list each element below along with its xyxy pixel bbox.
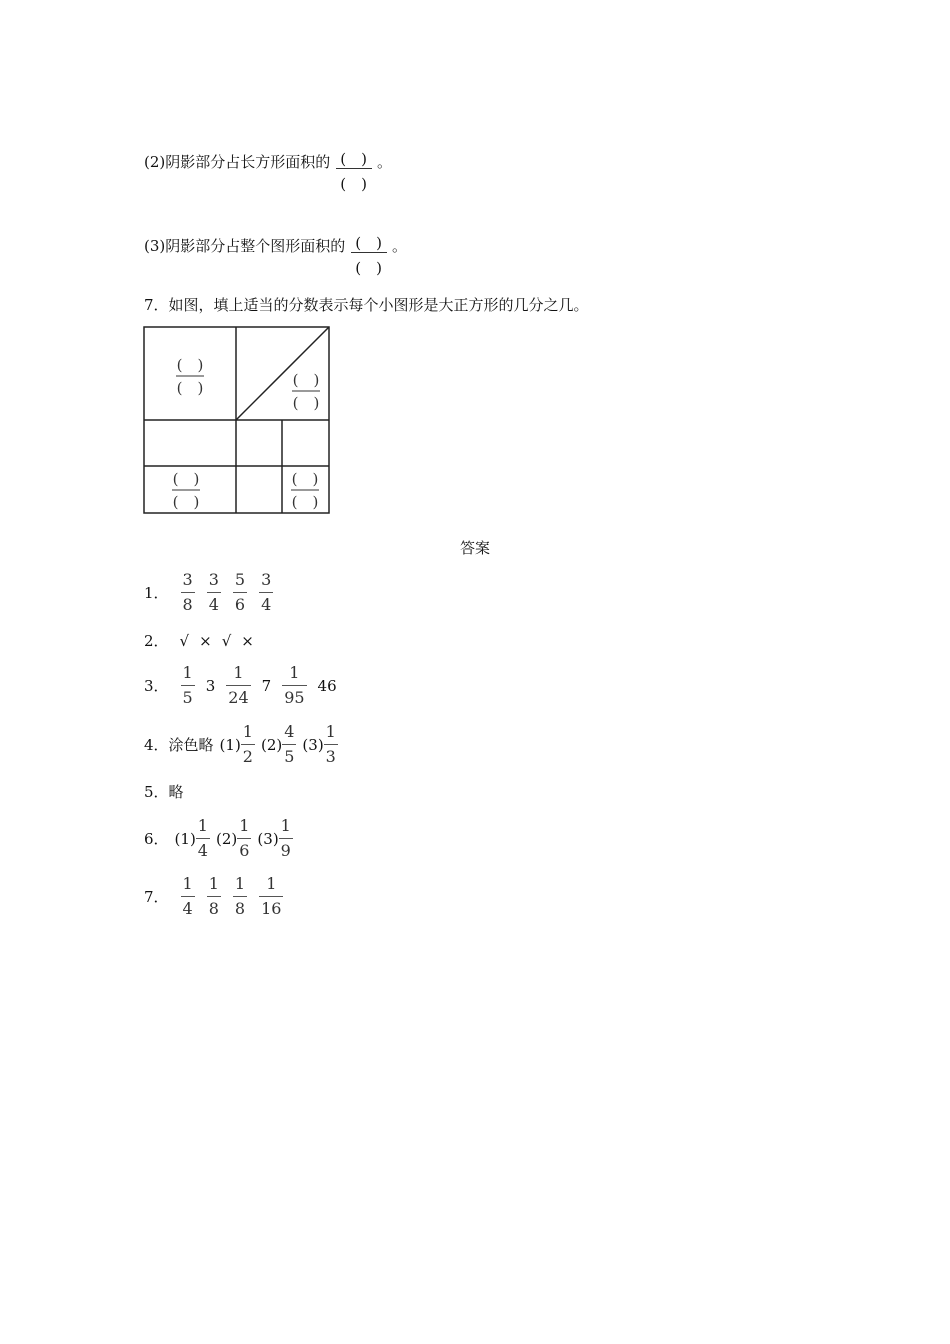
answer-1: 1． $\frac{3}{8}$ $\frac{3}{4}$ $\frac{5}{6}$ $\frac{3}{4}$ (144, 570, 272, 614)
question-7-text: 7．如图，填上适当的分数表示每个小图形是大正方形的几分之几。 (144, 296, 589, 314)
fraction: $\frac{1}{2}$ (242, 722, 253, 766)
question-2 (144, 140, 392, 193)
period: 。 (376, 153, 392, 171)
fraction: $\frac{5}{6}$ (234, 570, 246, 614)
fraction: $\frac{3}{4}$ (208, 570, 219, 614)
square-figure (142, 325, 332, 517)
question-2-text: (2)阴影部分占长方形面积的 (144, 153, 331, 171)
answer-3: 3． $\frac{1}{5}$ 3 $\frac{1}{24}$ 7 $\frac{1}{95}$ 46 (144, 663, 337, 707)
fraction: $\frac{1}{8}$ (234, 874, 246, 918)
cross-mark: × (241, 631, 254, 650)
fraction: $\frac{4}{5}$ (284, 722, 295, 766)
fraction: $\frac{1}{3}$ (325, 722, 336, 766)
answer-blank-fraction[interactable]: $\frac{( )}{( )}$ (334, 150, 373, 193)
answer-blank-fraction[interactable]: $\frac{( )}{( )}$ (349, 234, 388, 277)
figure-blank[interactable]: ( ) (172, 470, 200, 488)
answer-7: 7． $\frac{1}{4}$ $\frac{1}{8}$ $\frac{1}{8}$ $\frac{1}{16}$ (144, 874, 282, 918)
period: 。 (391, 237, 407, 255)
question-7 (144, 294, 589, 315)
figure-blank[interactable]: ( ) (292, 394, 320, 412)
fraction: $\frac{1}{4}$ (197, 816, 208, 860)
check-mark: √ (179, 631, 190, 650)
check-mark: √ (221, 631, 232, 650)
question-3 (144, 224, 407, 277)
question-3-text: (3)阴影部分占整个图形面积的 (144, 237, 346, 255)
cross-mark: × (199, 631, 212, 650)
fraction: $\frac{3}{8}$ (182, 570, 193, 614)
figure-blank[interactable]: ( ) (172, 493, 200, 511)
fraction: $\frac{1}{24}$ (228, 663, 249, 707)
fraction: $\frac{3}{4}$ (261, 570, 272, 614)
figure-blank[interactable]: ( ) (291, 470, 319, 488)
answer-2: 2． √ × √ × (144, 631, 254, 650)
figure-blank[interactable]: ( ) (292, 371, 320, 389)
figure-blank[interactable]: ( ) (291, 493, 319, 511)
fraction: $\frac{1}{16}$ (261, 874, 282, 918)
fraction: $\frac{1}{9}$ (280, 816, 291, 860)
figure-blank[interactable]: ( ) (176, 356, 204, 374)
fraction: $\frac{1}{5}$ (182, 663, 193, 707)
answer-6: 6． (1) $\frac{1}{4}$ (2) $\frac{1}{6}$ (3) $\frac{1}{9}$ (144, 816, 291, 860)
answers-title: 答案 (459, 539, 490, 557)
figure-blank[interactable]: ( ) (176, 379, 204, 397)
fraction: $\frac{1}{95}$ (284, 663, 305, 707)
answer-4: 4．涂色略 (1) $\frac{1}{2}$ (2) $\frac{4}{5}$ (3) $\frac{1}{3}$ (144, 722, 336, 766)
answer-5: 5．略 (144, 783, 184, 801)
fraction: $\frac{1}{8}$ (208, 874, 219, 918)
fraction: $\frac{1}{6}$ (239, 816, 250, 860)
fraction: $\frac{1}{4}$ (182, 874, 193, 918)
